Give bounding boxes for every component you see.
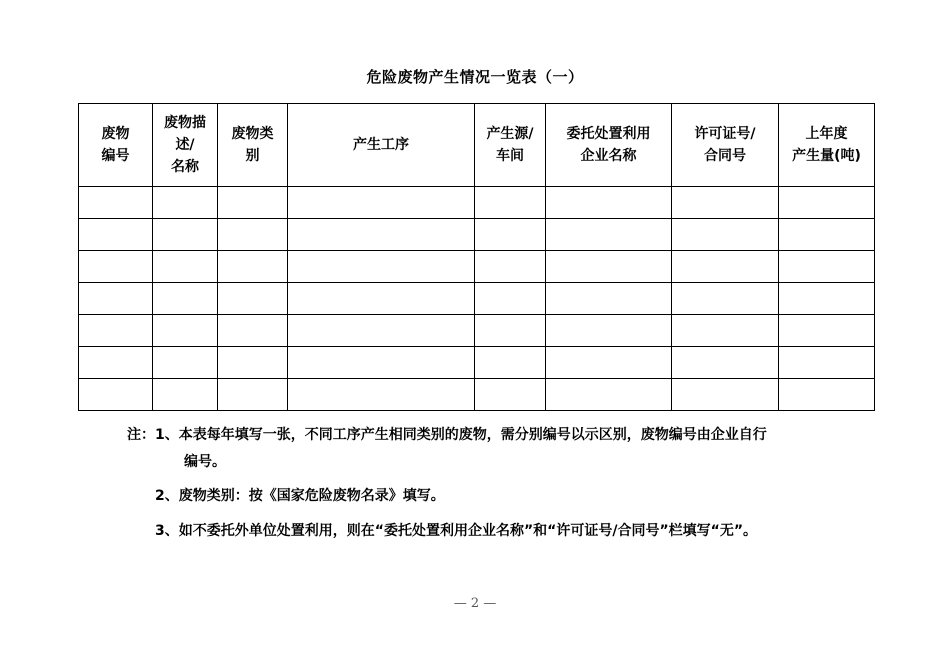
table-cell — [779, 283, 875, 315]
column-header-line: 合同号 — [704, 148, 746, 164]
table-body — [79, 187, 875, 411]
table-cell — [79, 219, 153, 251]
table-cell — [218, 219, 288, 251]
column-header-line: 编号 — [101, 148, 130, 164]
table-cell — [153, 251, 218, 283]
page-title: 危险废物产生情况一览表（一） — [366, 68, 584, 86]
table-cell — [475, 347, 546, 379]
column-header-line: 产生量(吨) — [792, 148, 861, 164]
table-cell — [288, 379, 475, 411]
column-header — [288, 104, 475, 187]
column-header — [79, 104, 153, 187]
table-cell — [79, 315, 153, 347]
table-cell — [475, 283, 546, 315]
table-cell — [218, 283, 288, 315]
table-cell — [79, 347, 153, 379]
table-cell — [288, 347, 475, 379]
table-cell — [779, 315, 875, 347]
table-cell — [672, 379, 779, 411]
table-cell — [546, 251, 672, 283]
column-header — [153, 104, 218, 187]
table-cell — [779, 379, 875, 411]
column-header — [546, 104, 672, 187]
table-row — [79, 347, 875, 379]
column-header — [475, 104, 546, 187]
table-cell — [546, 187, 672, 219]
note-2: 2、废物类别：按《国家危险废物名录》填写。 — [155, 488, 445, 504]
table-row — [79, 219, 875, 251]
table-row — [79, 379, 875, 411]
table-header-row — [79, 104, 875, 187]
table-cell — [672, 315, 779, 347]
column-header-line: 废物描 — [164, 115, 206, 131]
table-cell — [288, 315, 475, 347]
table-cell — [475, 219, 546, 251]
column-header — [672, 104, 779, 187]
note-1: 注：1、本表每年填写一张，不同工序产生相同类别的废物，需分别编号以示区别，废物编号由企业自行 — [127, 427, 767, 443]
table-cell — [79, 187, 153, 219]
column-header-line: 述/ — [175, 137, 195, 153]
table-cell — [218, 315, 288, 347]
table-cell — [288, 283, 475, 315]
column-header-line: 委托处置利用 — [566, 126, 651, 142]
table-cell — [672, 251, 779, 283]
table-cell — [779, 347, 875, 379]
table-cell — [672, 187, 779, 219]
table-cell — [153, 379, 218, 411]
table-cell — [218, 251, 288, 283]
table-cell — [153, 219, 218, 251]
table-cell — [546, 283, 672, 315]
column-header-line: 企业名称 — [580, 148, 637, 164]
table-row — [79, 251, 875, 283]
table-cell — [218, 379, 288, 411]
page-number: — 2 — — [453, 596, 497, 611]
table-row — [79, 315, 875, 347]
table-cell — [779, 187, 875, 219]
table-cell — [153, 315, 218, 347]
table-cell — [218, 187, 288, 219]
waste-table — [78, 103, 875, 411]
table-cell — [153, 283, 218, 315]
table-cell — [546, 347, 672, 379]
column-header-line: 上年度 — [805, 126, 848, 142]
table-cell — [153, 187, 218, 219]
table-cell — [779, 251, 875, 283]
table-cell — [288, 219, 475, 251]
table-cell — [672, 219, 779, 251]
table-cell — [672, 283, 779, 315]
table-cell — [288, 187, 475, 219]
note-3: 3、如不委托外单位处置利用，则在“委托处置利用企业名称”和“许可证号/合同号”栏填写“无”。 — [155, 523, 758, 539]
column-header-line: 许可证号/ — [694, 126, 756, 142]
column-header — [218, 104, 288, 187]
column-header-line: 产生源/ — [486, 126, 534, 142]
table-cell — [672, 347, 779, 379]
table-cell — [153, 347, 218, 379]
column-header-line: 废物类 — [231, 126, 274, 142]
column-header — [779, 104, 875, 187]
column-header-line: 别 — [245, 148, 260, 164]
table-cell — [475, 251, 546, 283]
table-cell — [475, 187, 546, 219]
column-header-line: 名称 — [171, 159, 199, 175]
table-cell — [546, 315, 672, 347]
column-header-line: 车间 — [496, 148, 524, 164]
table-cell — [79, 283, 153, 315]
table-cell — [475, 379, 546, 411]
table-row — [79, 187, 875, 219]
table-cell — [79, 251, 153, 283]
note-1-continuation: 编号。 — [184, 454, 226, 470]
column-header-line: 废物 — [101, 126, 130, 142]
column-header-line: 产生工序 — [353, 137, 409, 153]
table-cell — [546, 379, 672, 411]
table-row — [79, 283, 875, 315]
table-cell — [779, 219, 875, 251]
table-cell — [218, 347, 288, 379]
table-cell — [79, 379, 153, 411]
table-cell — [288, 251, 475, 283]
table-cell — [546, 219, 672, 251]
table-cell — [475, 315, 546, 347]
